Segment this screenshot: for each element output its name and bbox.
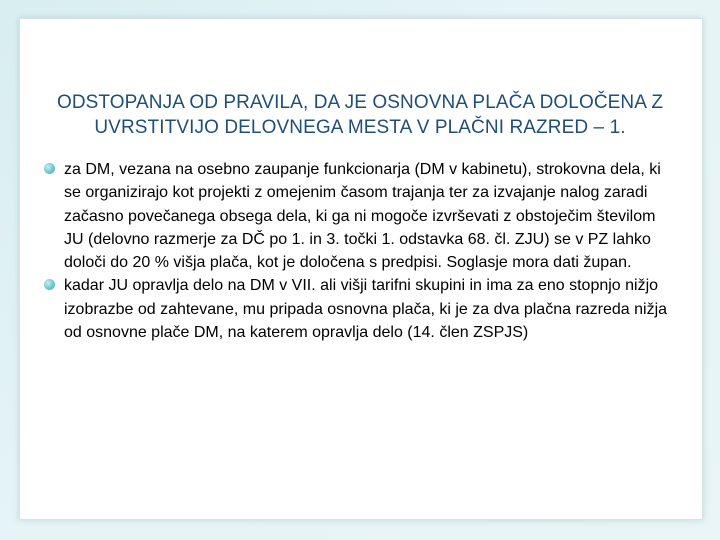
bullet-list xyxy=(44,158,674,344)
slide-title: ODSTOPANJA OD PRAVILA, DA JE OSNOVNA PLAČA DOLOČENA Z UVRSTITVIJO DELOVNEGA MESTA V PLAČNI RAZRED – 1. xyxy=(56,92,664,138)
bullet-dot-icon xyxy=(44,279,55,290)
bullet-text: kadar JU opravlja delo na DM v VII. ali višji tarifni skupini in ima za eno stopnjo nižjo izobrazbe od zahtevane, mu pripada osnovna plača, ki je za dva plačna razreda nižja od osnovne plače DM, na katerem opravlja delo (14. člen ZSPJS) xyxy=(64,277,668,342)
list-item xyxy=(44,274,674,344)
list-item xyxy=(44,158,674,274)
bullet-dot-icon xyxy=(44,163,55,174)
bullet-text: za DM, vezana na osebno zaupanje funkcionarja (DM v kabinetu), strokovna dela, ki se organizirajo kot projekti z omejenim časom trajanja ter za izvajanje nalog zaradi začasno povečanega obsega dela, ki ga ni mogoče izvrševati z obstoječim številom JU (delovno razmerje za DČ po 1. in 3. točki 1. odstavka 68. čl. ZJU) se v PZ lahko določi do 20 % višja plača, kot je določena s predpisi. Soglasje mora dati župan. xyxy=(64,161,661,272)
